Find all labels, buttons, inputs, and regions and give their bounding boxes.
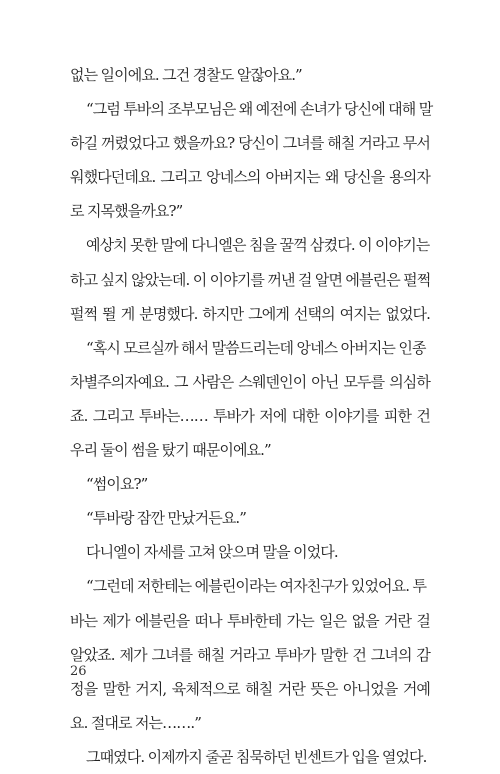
text-line: “투바랑 잠깐 만났거든요.” bbox=[86, 509, 247, 528]
text-line: “혹시 모르실까 해서 말씀드리는데 앙네스 아버지는 인종 bbox=[86, 338, 426, 357]
text-line: 요. 절대로 저는…….” bbox=[70, 713, 201, 732]
text-line: 바는 제가 에블린을 떠나 투바한테 가는 일은 없을 거란 걸 bbox=[70, 611, 430, 630]
text-line: 펄쩍 뛸 게 분명했다. 하지만 그에게 선택의 여지는 없었다. bbox=[70, 304, 430, 323]
page-number: 26 bbox=[70, 664, 87, 679]
text-line: 알았죠. 제가 그녀를 해칠 거라고 투바가 말한 건 그녀의 감 bbox=[70, 645, 430, 664]
text-line: 우리 둘이 썸을 탔기 때문이에요.” bbox=[70, 441, 271, 460]
text-line: “그런데 저한테는 에블린이라는 여자친구가 있었어요. 투 bbox=[86, 577, 427, 596]
text-line: 하고 싶지 않았는데. 이 이야기를 꺼낸 걸 알면 에블린은 펄쩍 bbox=[70, 270, 431, 289]
text-line: “그럼 투바의 조부모님은 왜 예전에 손녀가 당신에 대해 말 bbox=[86, 100, 433, 119]
text-line: 차별주의자예요. 그 사람은 스웨덴인이 아닌 모두를 의심하 bbox=[70, 372, 430, 391]
text-line: 하길 꺼렸었다고 했을까요? 당신이 그녀를 해칠 거라고 무서 bbox=[70, 134, 430, 153]
text-line: 다니엘이 자세를 고쳐 앉으며 말을 이었다. bbox=[86, 543, 338, 562]
text-line: “썸이요?” bbox=[86, 475, 148, 494]
body-text bbox=[70, 58, 433, 774]
text-line: 없는 일이에요. 그건 경찰도 알잖아요.” bbox=[70, 66, 302, 84]
text-line: 예상치 못한 말에 다니엘은 침을 꿀꺽 삼켰다. 이 이야기는 bbox=[86, 236, 430, 255]
text-line: 죠. 그리고 투바는…… 투바가 저에 대한 이야기를 피한 건 bbox=[70, 406, 430, 425]
text-line: 정을 말한 거지, 육체적으로 해칠 거란 뜻은 아니었을 거예 bbox=[70, 679, 430, 698]
text-line: 그때였다. 이제까지 줄곧 침묵하던 빈센트가 입을 열었다. bbox=[86, 747, 427, 766]
text-line: 로 지목했을까요?” bbox=[70, 202, 183, 221]
text-line: 워했다던데요. 그리고 앙네스의 아버지는 왜 당신을 용의자 bbox=[70, 168, 430, 187]
